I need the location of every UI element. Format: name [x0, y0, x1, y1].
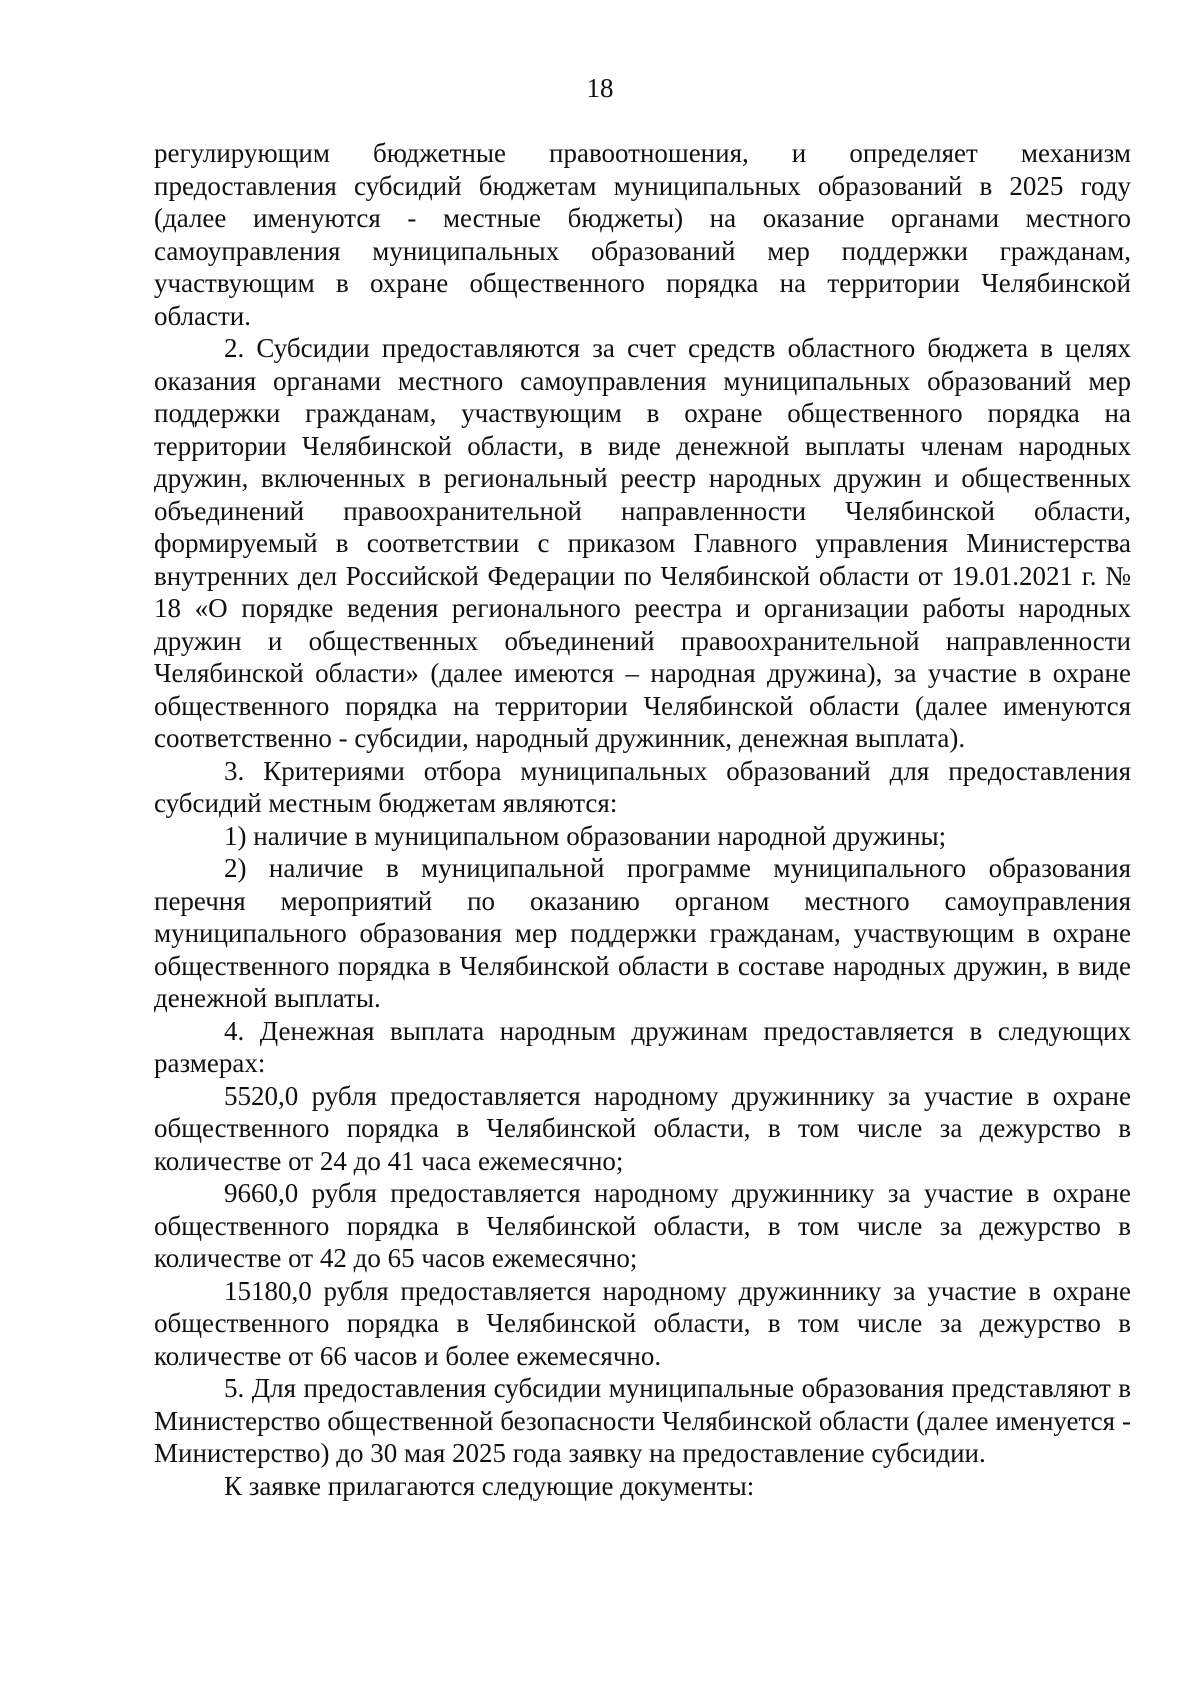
paragraph-item-4: 4. Денежная выплата народным дружинам предоставляется в следующих размерах:: [154, 1015, 1131, 1078]
paragraph-attachments-intro: К заявке прилагаются следующие документы:: [224, 1470, 755, 1501]
paragraph-item-5: 5. Для предоставления субсидии муниципальные образования представляют в Министерство общественной безопасности Челябинской области (далее именуется - Министерство) до 30 мая 2025 года заявку на предоставление субсидии.: [154, 1373, 1131, 1468]
document-body: [154, 137, 1131, 1502]
paragraph-criterion-1: 1) наличие в муниципальном образовании народной дружины;: [224, 820, 947, 851]
paragraph-item-3: 3. Критериями отбора муниципальных образований для предоставления субсидий местным бюджетам являются:: [154, 755, 1131, 818]
paragraph-payment-tier-1: 5520,0 рубля предоставляется народному дружиннику за участие в охране общественного порядка в Челябинской области, в том числе за дежурство в количестве от 24 до 41 часа ежемесячно;: [154, 1080, 1131, 1176]
paragraph-payment-tier-2: 9660,0 рубля предоставляется народному дружиннику за участие в охране общественного порядка в Челябинской области, в том числе за дежурство в количестве от 42 до 65 часов ежемесячно;: [154, 1178, 1131, 1273]
paragraph-continuation: регулирующим бюджетные правоотношения, и определяет механизм предоставления субсидий бюджетам муниципальных образований в 2025 году (далее именуются - местные бюджеты) на оказание органами местного самоуправления муниципальных образований мер поддержки гражданам, участвующим в охране общественного порядка на территории Челябинской области.: [154, 138, 1131, 331]
paragraph-payment-tier-3: 15180,0 рубля предоставляется народному дружиннику за участие в охране общественного порядка в Челябинской области, в том числе за дежурство в количестве от 66 часов и более ежемесячно.: [154, 1275, 1131, 1371]
paragraph-criterion-2: 2) наличие в муниципальной программе муниципального образования перечня мероприятий по оказанию органом местного самоуправления муниципального образования мер поддержки гражданам, участвующим в охране общественного порядка в Челябинской области в составе народных дружин, в виде денежной выплаты.: [154, 853, 1131, 1013]
paragraph-item-2: 2. Субсидии предоставляются за счет средств областного бюджета в целях оказания органами местного самоуправления муниципальных образований мер поддержки гражданам, участвующим в охране общественного порядка на территории Челябинской области, в виде денежной выплаты членам народных дружин, включенных в региональный реестр народных дружин и общественных объединений правоохранительной направленности Челябинской области, формируемый в соответствии с приказом Главного управления Министерства внутренних дел Российской Федерации по Челябинской области от 19.01.2021 г. № 18 «О порядке ведения регионального реестра и организации работы народных дружин и общественных объединений правоохранительной направленности Челябинской области» (далее имеются – народная дружина), за участие в охране общественного порядка на территории Челябинской области (далее именуются соответственно - субсидии, народный дружинник, денежная выплата).: [154, 333, 1131, 753]
page-number: 18: [586, 73, 614, 103]
